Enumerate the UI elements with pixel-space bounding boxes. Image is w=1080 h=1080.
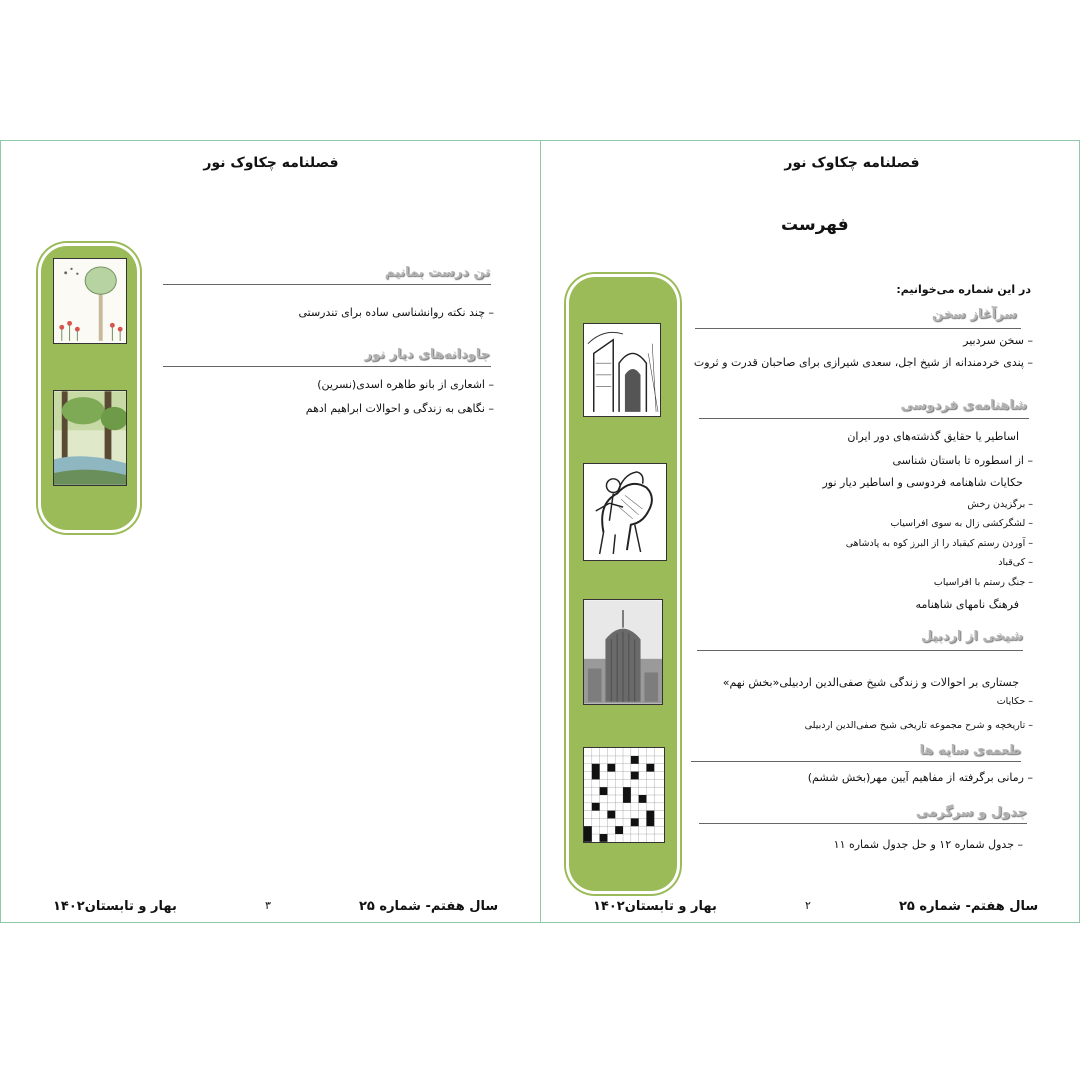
footer-issue: سال هفتم- شماره ۲۵: [359, 899, 499, 914]
section-heading: شاهنامه‌ی فردوسی: [900, 398, 1027, 413]
old-building-sketch: [583, 323, 661, 417]
image-sidebar: [569, 277, 677, 891]
forest-stream-painting: [53, 390, 127, 486]
section-rule: [699, 823, 1027, 824]
section-rule: [163, 366, 491, 367]
footer-issue: سال هفتم- شماره ۲۵: [899, 899, 1039, 914]
page-header: فصلنامه چکاوک نور: [203, 155, 339, 171]
toc-item: – جدول شماره ۱۲ و حل جدول شماره ۱۱: [833, 838, 1023, 851]
toc-item: اساطیر یا حقایق گذشته‌های دور ایران: [847, 430, 1019, 443]
toc-item: جستاری بر احوالات و زندگی شیخ صفی‌الدین اردبیلی«بخش نهم»: [722, 676, 1019, 689]
toc-subitem: – برگزیدن رخش: [967, 499, 1033, 510]
section-rule: [699, 418, 1029, 419]
toc-item: فرهنگ نامهای شاهنامه: [915, 598, 1019, 611]
footer-season: بهار و تابستان۱۴۰۲: [593, 899, 717, 914]
toc-subitem: – جنگ رستم با افراسیاب: [933, 577, 1033, 588]
section-rule: [163, 284, 491, 285]
image-sidebar: [41, 246, 137, 530]
page-3: [0, 141, 540, 922]
tree-illustration: [53, 258, 127, 344]
section-heading: شیخی از اردبیل: [920, 629, 1023, 644]
magazine-spread: [0, 140, 1080, 923]
toc-subitem: – لشگرکشی زال به سوی افراسیاب: [890, 518, 1033, 529]
rostam-horse-sketch: [583, 463, 667, 561]
section-heading: جدول و سرگرمی: [915, 805, 1027, 820]
toc-subitem: – آوردن رستم کیقباد را از البرز کوه به پادشاهی: [845, 538, 1033, 549]
toc-subitem: – تاریخچه و شرح مجموعه تاریخی شیخ صفی‌الدین اردبیلی: [804, 720, 1033, 731]
toc-subitem: – کی‌قباد: [998, 557, 1033, 568]
toc-item: – رمانی برگرفته از مفاهیم آیین مهر(بخش ششم): [807, 771, 1033, 784]
page-2: [540, 141, 1080, 922]
crossword-grid: [583, 747, 665, 843]
section-heading: سرآغاز سخن: [932, 307, 1017, 322]
toc-item: – نگاهی به زندگی و احوالات ابراهیم ادهم: [305, 402, 494, 415]
page-header: فصلنامه چکاوک نور: [784, 155, 920, 171]
section-heading: جاودانه‌های دیار نور: [364, 347, 490, 362]
page-number: ۳: [265, 899, 271, 912]
tomb-tower-photo: [583, 599, 663, 705]
page-number: ۲: [805, 899, 811, 912]
toc-subitem: – حکایات: [996, 696, 1033, 707]
toc-item: – از اسطوره تا باستان شناسی: [892, 454, 1033, 467]
section-rule: [697, 650, 1023, 651]
toc-intro: در این شماره می‌خوانیم:: [896, 283, 1031, 296]
toc-item: – سخن سردبیر: [963, 334, 1033, 347]
footer-season: بهار و تابستان۱۴۰۲: [53, 899, 177, 914]
section-heading: طعمه‌ی سایه ها: [919, 743, 1021, 758]
section-rule: [691, 761, 1021, 762]
toc-item: حکایات شاهنامه فردوسی و اساطیر دیار نور: [822, 476, 1023, 489]
section-rule: [695, 328, 1021, 329]
toc-item: – چند نکته روانشناسی ساده برای تندرستی: [298, 306, 494, 319]
toc-item: – اشعاری از بانو طاهره اسدی(نسرین): [317, 378, 494, 391]
toc-title: فهرست: [781, 215, 849, 235]
toc-item: – پندی خردمندانه از شیخ اجل، سعدی شیرازی برای صاحبان قدرت و ثروت: [693, 356, 1033, 369]
section-heading: تن درست بمانیم: [384, 265, 490, 280]
